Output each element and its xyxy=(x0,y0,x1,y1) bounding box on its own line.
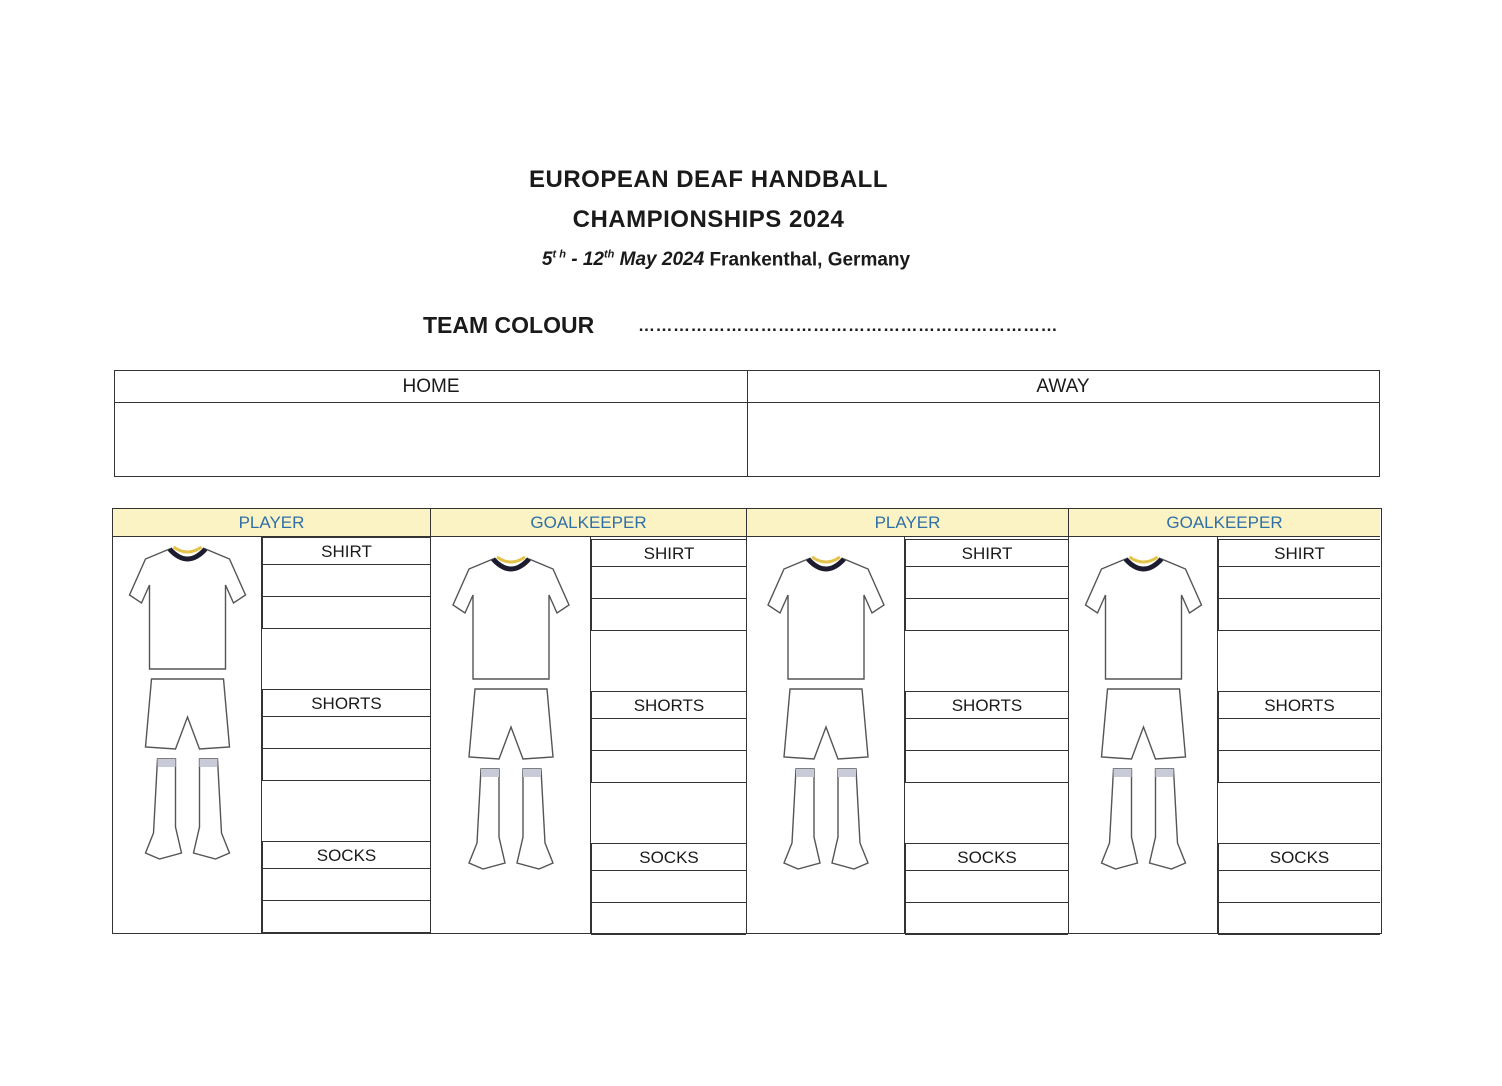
event-dates: $5^{t h} - 12th$ May 2024 xyxy=(541,249,705,271)
kit-column-2 xyxy=(431,509,747,933)
shirt-label: SHIRT xyxy=(1218,539,1380,567)
kit-column-3 xyxy=(747,509,1069,933)
event-dates-location xyxy=(0,249,1452,271)
shirt-entry-row[interactable] xyxy=(1218,567,1380,599)
shirt-label: SHIRT xyxy=(591,539,746,567)
kit-illustration xyxy=(1069,537,1218,933)
shirt-label: SHIRT xyxy=(905,539,1068,567)
socks-entry-row[interactable] xyxy=(262,901,430,933)
shirt-entry-row[interactable] xyxy=(591,599,746,631)
socks-entry-row[interactable] xyxy=(905,871,1068,903)
kit-column-heading: GOALKEEPER xyxy=(431,509,746,537)
away-header: AWAY xyxy=(747,371,1379,403)
kit-illustration xyxy=(431,537,591,933)
shirt-entry-row[interactable] xyxy=(262,597,430,629)
shorts-entry-row[interactable] xyxy=(591,751,746,783)
shirt-label: SHIRT xyxy=(262,537,430,565)
socks-icon xyxy=(469,769,553,869)
socks-field xyxy=(905,843,1068,935)
shorts-icon xyxy=(146,679,230,749)
shorts-label: SHORTS xyxy=(262,689,430,717)
shorts-entry-row[interactable] xyxy=(905,751,1068,783)
kit-column-heading: PLAYER xyxy=(747,509,1068,537)
home-away-divider xyxy=(747,371,748,476)
shorts-field xyxy=(905,691,1068,783)
shorts-entry-row[interactable] xyxy=(1218,719,1380,751)
kit-column-1 xyxy=(113,509,431,933)
shorts-icon xyxy=(469,689,553,759)
shirt-icon xyxy=(1086,557,1202,679)
shirt-entry-row[interactable] xyxy=(591,567,746,599)
socks-entry-row[interactable] xyxy=(1218,903,1380,935)
socks-entry-row[interactable] xyxy=(591,871,746,903)
shorts-label: SHORTS xyxy=(1218,691,1380,719)
shirt-field xyxy=(591,539,746,631)
shorts-field xyxy=(591,691,746,783)
shorts-entry-row[interactable] xyxy=(905,719,1068,751)
shirt-field xyxy=(905,539,1068,631)
shorts-field xyxy=(1218,691,1380,783)
kit-illustration xyxy=(747,537,905,933)
shorts-entry-row[interactable] xyxy=(262,749,430,781)
home-header: HOME xyxy=(115,371,747,403)
shorts-entry-row[interactable] xyxy=(1218,751,1380,783)
shorts-icon xyxy=(1102,689,1186,759)
shorts-icon xyxy=(784,689,868,759)
home-away-table xyxy=(114,370,1380,477)
shorts-entry-row[interactable] xyxy=(591,719,746,751)
title-line-2: CHAMPIONSHIPS 2024 xyxy=(572,206,845,233)
kit-column-heading: PLAYER xyxy=(113,509,430,537)
socks-entry-row[interactable] xyxy=(905,903,1068,935)
shorts-label: SHORTS xyxy=(905,691,1068,719)
shirt-entry-row[interactable] xyxy=(905,599,1068,631)
shorts-field xyxy=(262,689,430,781)
event-location: Frankenthal, Germany xyxy=(704,249,911,271)
socks-entry-row[interactable] xyxy=(1218,871,1380,903)
kit-column-heading: GOALKEEPER xyxy=(1069,509,1380,537)
socks-label: SOCKS xyxy=(591,843,746,871)
socks-icon xyxy=(146,759,230,859)
title-line-1: EUROPEAN DEAF HANDBALL xyxy=(529,166,888,193)
socks-icon xyxy=(1102,769,1186,869)
kit-table xyxy=(112,508,1382,934)
socks-field xyxy=(591,843,746,935)
kit-illustration xyxy=(113,537,262,933)
shirt-entry-row[interactable] xyxy=(1218,599,1380,631)
kit-column-4 xyxy=(1069,509,1380,933)
team-colour-label: TEAM COLOUR xyxy=(423,312,595,338)
shirt-field xyxy=(1218,539,1380,631)
shorts-entry-row[interactable] xyxy=(262,717,430,749)
socks-label: SOCKS xyxy=(262,841,430,869)
shirt-field xyxy=(262,537,430,629)
socks-field xyxy=(262,841,430,933)
socks-icon xyxy=(784,769,868,869)
socks-entry-row[interactable] xyxy=(591,903,746,935)
team-colour-blank[interactable]: ……………………………………………………………… xyxy=(638,316,1058,335)
shirt-icon xyxy=(453,557,569,679)
socks-entry-row[interactable] xyxy=(262,869,430,901)
socks-field xyxy=(1218,843,1380,935)
shorts-label: SHORTS xyxy=(591,691,746,719)
shirt-entry-row[interactable] xyxy=(905,567,1068,599)
shirt-entry-row[interactable] xyxy=(262,565,430,597)
shirt-icon xyxy=(768,557,884,679)
socks-label: SOCKS xyxy=(905,843,1068,871)
shirt-icon xyxy=(130,547,246,669)
socks-label: SOCKS xyxy=(1218,843,1380,871)
